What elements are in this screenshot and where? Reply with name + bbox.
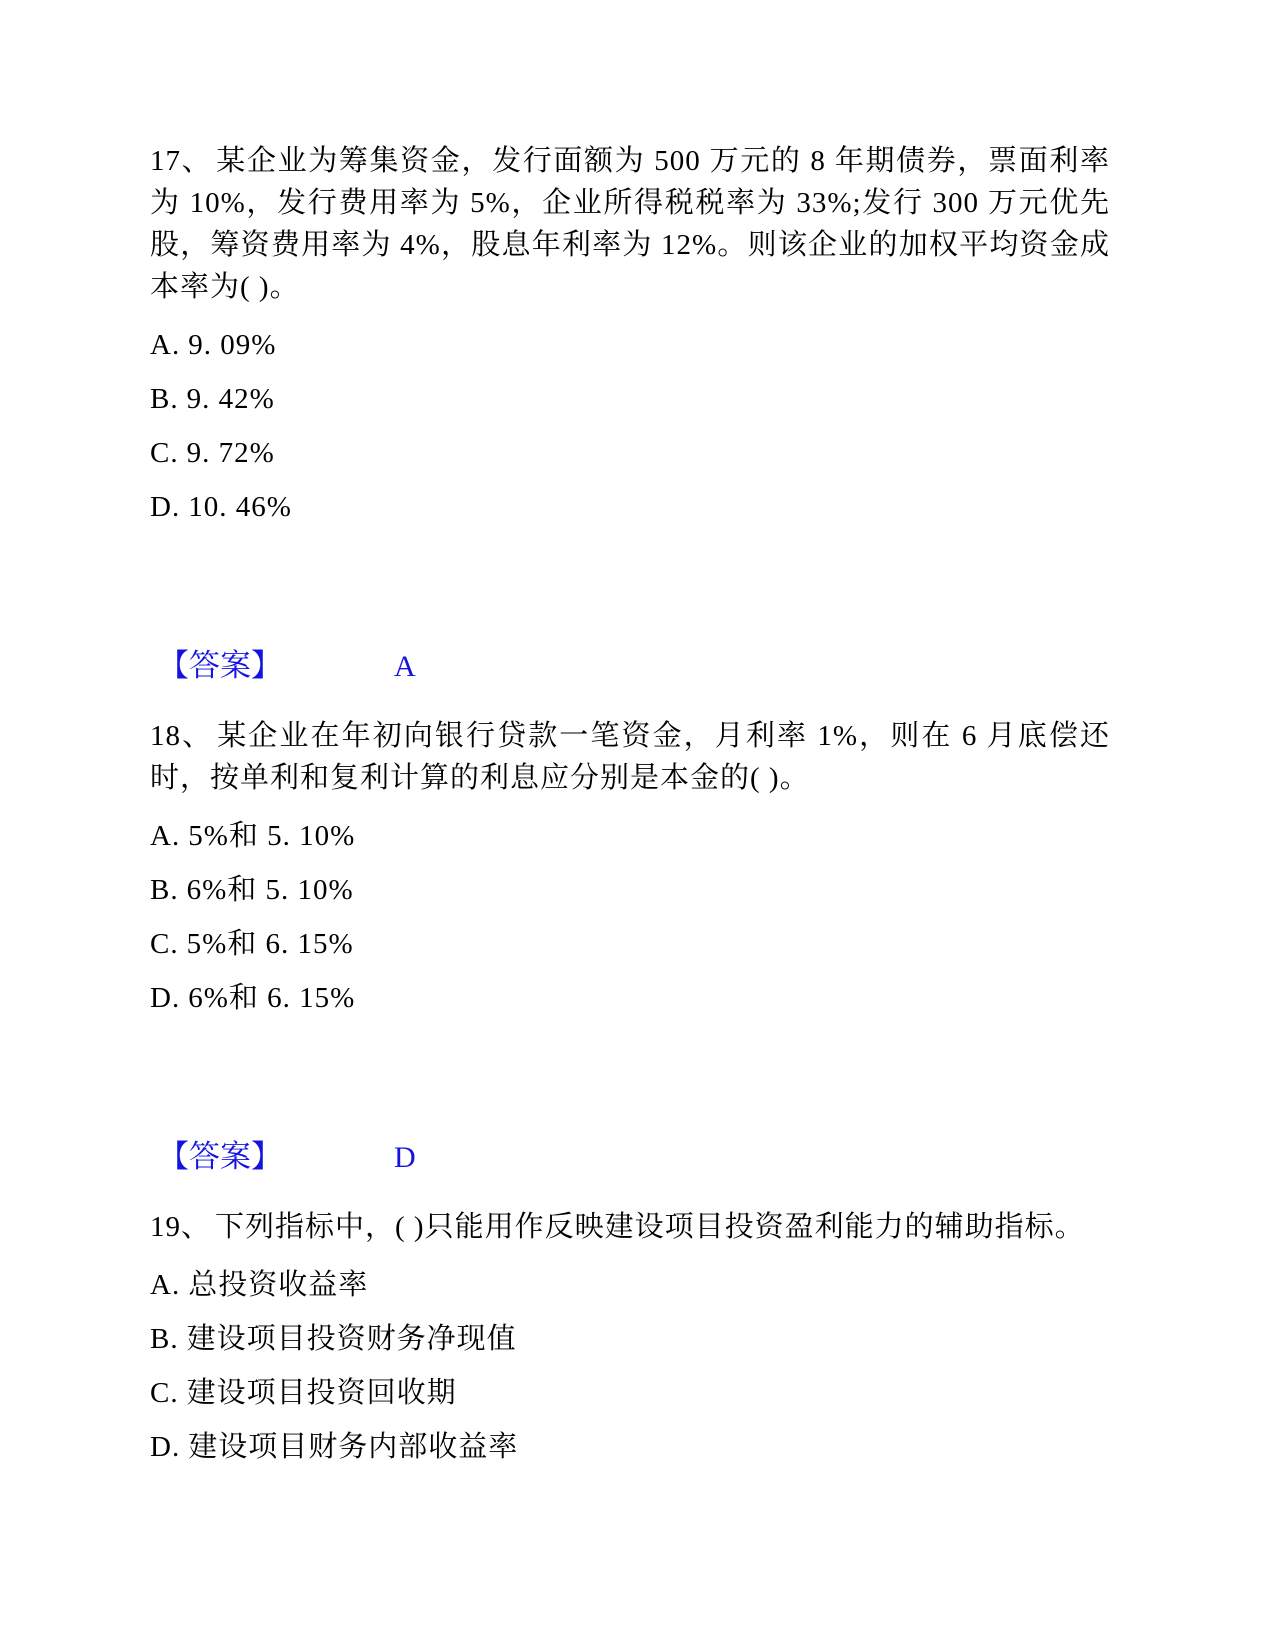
question-number: 18、 xyxy=(150,720,214,752)
question-text xyxy=(150,715,1110,799)
answer-value: A xyxy=(394,650,416,683)
question-body: 下列指标中，( )只能用作反映建设项目投资盈利能力的辅助指标。 xyxy=(215,1211,1085,1243)
option-label: C. xyxy=(150,437,179,469)
question-19 xyxy=(150,1206,1110,1464)
option-b xyxy=(150,1322,1110,1356)
question-text xyxy=(150,140,1110,308)
option-d xyxy=(150,1430,1110,1464)
option-text: 10. 46% xyxy=(188,491,292,523)
option-label: A. xyxy=(150,1269,181,1301)
option-label: B. xyxy=(150,874,179,906)
option-text: 9. 72% xyxy=(186,437,275,469)
option-d xyxy=(150,490,1110,524)
answer-line xyxy=(158,1135,1110,1180)
option-label: A. xyxy=(150,820,181,852)
option-text: 6%和 5. 10% xyxy=(186,874,354,906)
option-label: D. xyxy=(150,491,181,523)
answer-line xyxy=(158,644,1110,689)
option-a xyxy=(150,819,1110,853)
option-label: B. xyxy=(150,1323,179,1355)
question-body: 某企业在年初向银行贷款一笔资金，月利率 1%，则在 6 月底偿还时，按单利和复利计算的利息应分别是本金的( )。 xyxy=(150,720,1110,794)
option-text: 9. 42% xyxy=(186,383,275,415)
option-label: D. xyxy=(150,1431,181,1463)
option-d xyxy=(150,981,1110,1015)
page-content xyxy=(150,140,1110,1464)
option-label: D. xyxy=(150,982,181,1014)
option-label: C. xyxy=(150,928,179,960)
option-text: 5%和 5. 10% xyxy=(188,820,356,852)
question-18 xyxy=(150,715,1110,1180)
answer-tag: 【答案】 xyxy=(158,648,282,683)
option-c xyxy=(150,927,1110,961)
option-text: 建设项目投资财务净现值 xyxy=(186,1323,517,1355)
option-c xyxy=(150,1376,1110,1410)
question-number: 19、 xyxy=(150,1211,212,1243)
question-number: 17、 xyxy=(150,145,213,177)
option-text: 建设项目投资回收期 xyxy=(186,1377,457,1409)
option-b xyxy=(150,382,1110,416)
option-text: 6%和 6. 15% xyxy=(188,982,356,1014)
option-label: C. xyxy=(150,1377,179,1409)
option-label: A. xyxy=(150,329,181,361)
question-text xyxy=(150,1206,1110,1248)
option-b xyxy=(150,873,1110,907)
question-17 xyxy=(150,140,1110,689)
option-text: 5%和 6. 15% xyxy=(186,928,354,960)
option-c xyxy=(150,436,1110,470)
answer-tag: 【答案】 xyxy=(158,1139,282,1174)
question-body: 某企业为筹集资金，发行面额为 500 万元的 8 年期债券，票面利率为 10%，发行费用率为 5%，企业所得税税率为 33%;发行 300 万元优先股，筹资费用率为 4%，股息年利率为 12%。则该企业的加权平均资金成本率为( )。 xyxy=(150,145,1110,303)
answer-value: D xyxy=(394,1141,416,1174)
option-a xyxy=(150,328,1110,362)
option-text: 建设项目财务内部收益率 xyxy=(188,1431,519,1463)
option-a xyxy=(150,1268,1110,1302)
option-text: 总投资收益率 xyxy=(188,1269,369,1301)
option-text: 9. 09% xyxy=(188,329,277,361)
option-label: B. xyxy=(150,383,179,415)
